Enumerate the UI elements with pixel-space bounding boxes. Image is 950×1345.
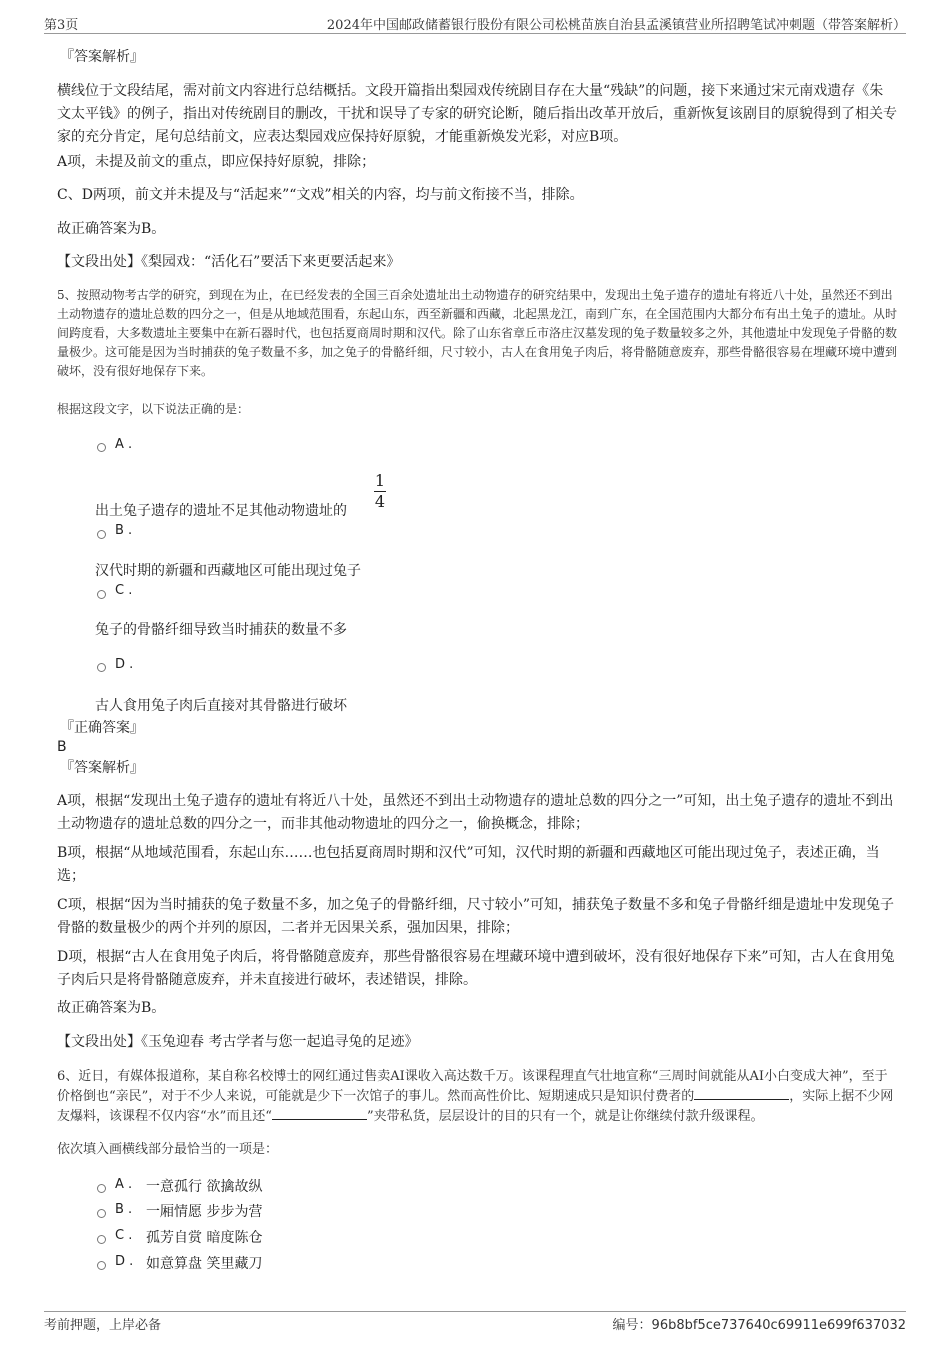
- q4-source: [57, 251, 897, 274]
- q4-option-cd-note: C、D两项，前文并未提及与“活起来”“文戏”相关的内容，均与前文衔接不当，排除。: [57, 187, 584, 203]
- q5-option-b-text: 汉代时期的新疆和西藏地区可能出现过兔子: [95, 563, 361, 579]
- q5-stem: 5、按照动物考古学的研究，到现在为止，在已经发表的全国三百余处遗址出土动物遗存的研究结果中，发现出土兔子遗存的遗址有将近八十处，虽然还不到出土动物遗存的遗址总数的四分之一，但是从地域范围看，东起山东，西至新疆和西藏，北起黑龙江，南到广东，在全国范围内大都分布有出土兔子的遗址。从时间跨度看，大多数遗址主要集中在新石器时代，也包括夏商周时期和汉代。除了山东省章丘市洛庄汉墓发现的兔子数量较多之外，其他遗址中发现兔子骨骼的数量极少。这可能是因为当时捕获的兔子数量不多，加之兔子的骨骼纤细，尺寸较小，古人在食用兔子肉后，将骨骼随意废弃，那些骨骼很容易在埋藏环境中遭到破坏，没有很好地保存下来。: [57, 288, 898, 378]
- q5-source-label: 【文段出处】: [57, 1034, 141, 1050]
- q5-option-d-text: 古人食用兔子肉后直接对其骨骼进行破坏: [95, 698, 347, 714]
- q6-stem-part1: 6、近日，有媒体报道称，某自称名校博士的网红通过售卖AI课收入高达数千万。该课程理直气壮地宣称“三周时间就能从AI小白变成大神”，至于价格倒也“亲民”，对于不少人来说，可能就是少下一次馆子的事儿。然而高性价比、短期速成只是知识付费者的: [57, 1069, 888, 1104]
- q6-blank-2: [272, 1107, 367, 1120]
- q5-source-title: 《玉兔迎春 考古学者与您一起追寻兔的足迹》: [141, 1034, 419, 1050]
- fraction-numerator: 1: [374, 471, 386, 490]
- q6-option-a-radio[interactable]: [97, 1184, 106, 1193]
- q4-source-title: 《梨园戏：“活化石”要活下来更要活起来》: [141, 254, 401, 270]
- q5-analysis-b: B项，根据“从地域范围看，东起山东……也包括夏商周时期和汉代”可知，汉代时期的新疆和西藏地区可能出现过兔子，表述正确，当选；: [57, 845, 880, 884]
- q5-option-a-text: 出土兔子遗存的遗址不足其他动物遗址的: [95, 503, 347, 519]
- q6-option-a-text: 一意孤行 欲擒故纵: [146, 1179, 263, 1195]
- q5-option-d-label: D .: [115, 657, 134, 672]
- q5-option-a-fraction: [374, 472, 386, 511]
- footer-slogan: 考前押题，上岸必备: [44, 1318, 162, 1333]
- footer-code-value: 96b8bf5ce737640c69911e699f637032: [651, 1318, 906, 1333]
- q5-option-a-radio[interactable]: [97, 443, 106, 452]
- footer-code: [613, 1314, 906, 1333]
- q5-analysis-label: 『答案解析』: [60, 760, 144, 776]
- footer-divider: [44, 1311, 906, 1312]
- q5-option-a-label: A .: [115, 437, 133, 452]
- q6-option-b-radio[interactable]: [97, 1209, 106, 1218]
- q6-option-d-text: 如意算盘 笑里藏刀: [146, 1256, 263, 1272]
- header-divider: [44, 33, 906, 34]
- q6-option-c-text: 孤芳自赏 暗度陈仓: [146, 1230, 263, 1246]
- q6-stem-part3: ”夹带私货，层层设计的目的只有一个，就是让你继续付款升级课程。: [366, 1109, 764, 1124]
- q4-option-a-note: A项，未提及前文的重点，即应保持好原貌，排除；: [57, 154, 376, 170]
- q6-option-a-label: A .: [115, 1177, 133, 1192]
- q5-option-b-label: B .: [115, 523, 133, 538]
- q6-stem: [57, 1067, 899, 1127]
- q6-blank-1: [694, 1087, 789, 1100]
- q4-analysis-paragraph: 横线位于文段结尾，需对前文内容进行总结概括。文段开篇指出梨园戏传统剧目存在大量“残缺”的问题，接下来通过宋元南戏遗存《朱文太平钱》的例子，指出对传统剧目的删改，干扰和误导了专家的研究论断，随后指出改革开放后，重新恢复该剧目的原貌得到了相关专家的充分肯定，尾句总结前文，应表达梨园戏应保持好原貌，才能重新焕发光彩，对应B项。: [57, 83, 897, 145]
- q4-conclusion: 故正确答案为B。: [57, 221, 166, 237]
- q6-option-c-label: C .: [115, 1228, 133, 1243]
- q5-analysis-a: A项，根据“发现出土兔子遗存的遗址有将近八十处，虽然还不到出土动物遗存的遗址总数的四分之一”可知，出土兔子遗存的遗址不到出土动物遗存的遗址总数的四分之一，而非其他动物遗址的四分之一，偷换概念，排除；: [57, 793, 894, 832]
- q6-stem-part2: ，实际上据不少网友爆料，该课程不仅内容“水”而且还“: [57, 1089, 894, 1124]
- q5-prompt: 根据这段文字，以下说法正确的是：: [57, 402, 250, 416]
- q5-source: [57, 1031, 897, 1054]
- q4-source-label: 【文段出处】: [57, 254, 141, 270]
- footer-code-label: 编号：: [612, 1318, 652, 1333]
- q5-analysis-d: D项，根据“古人在食用兔子肉后，将骨骼随意废弃，那些骨骼很容易在埋藏环境中遭到破坏，没有很好地保存下来”可知，古人在食用兔子肉后只是将骨骼随意废弃，并未直接进行破坏，表述错误，排除。: [57, 949, 895, 988]
- q5-option-c-text: 兔子的骨骼纤细导致当时捕获的数量不多: [95, 622, 347, 638]
- q5-option-c-label: C .: [115, 583, 133, 598]
- q6-option-d-radio[interactable]: [97, 1261, 106, 1270]
- q6-option-c-radio[interactable]: [97, 1235, 106, 1244]
- q5-option-c-radio[interactable]: [97, 590, 106, 599]
- q5-option-b-radio[interactable]: [97, 530, 106, 539]
- q5-conclusion: 故正确答案为B。: [57, 1000, 166, 1016]
- fraction-denominator: 4: [374, 492, 386, 511]
- q4-analysis-label: 『答案解析』: [60, 49, 144, 65]
- q6-prompt: 依次填入画横线部分最恰当的一项是：: [57, 1142, 279, 1157]
- document-title: 2024年中国邮政储蓄银行股份有限公司松桃苗族自治县孟溪镇营业所招聘笔试冲刺题（带答案解析）: [326, 18, 906, 33]
- q5-answer: B: [57, 739, 67, 755]
- q6-option-b-text: 一厢情愿 步步为营: [146, 1204, 263, 1220]
- q5-option-d-radio[interactable]: [97, 663, 106, 672]
- q5-answer-label: 『正确答案』: [60, 720, 144, 736]
- page-number: 第3页: [44, 18, 79, 33]
- q6-option-b-label: B .: [115, 1202, 133, 1217]
- q6-option-d-label: D .: [115, 1254, 134, 1269]
- q5-analysis-c: C项，根据“因为当时捕获的兔子数量不多，加之兔子的骨骼纤细，尺寸较小”可知，捕获兔子数量不多和兔子骨骼纤细是遗址中发现兔子骨骼的数量极少的两个并列的原因，二者并无因果关系，强加因果，排除；: [57, 897, 895, 936]
